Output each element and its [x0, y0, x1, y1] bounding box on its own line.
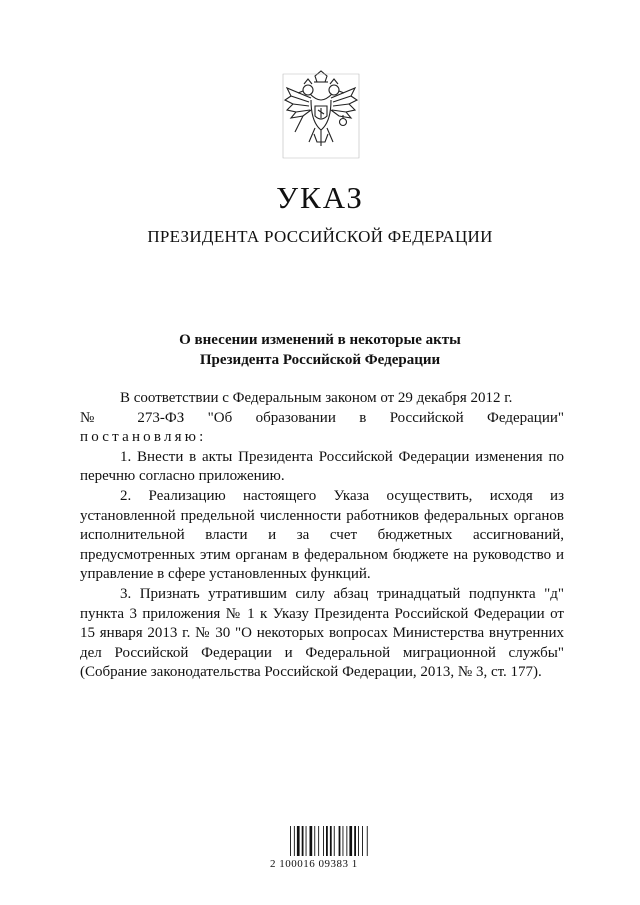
decree-body	[80, 389, 564, 683]
state-emblem-icon	[281, 70, 361, 162]
preamble-line-3: постановляю:	[80, 429, 207, 446]
barcode-number: 2 100016 09383 1	[270, 858, 358, 870]
item-3: 3. Признать утратившим силу абзац тринадцатый подпункта "д" пункта 3 приложения № 1 к Указу Президента Российской Федерации от 15 января 2013 г. № 30 "О некоторых вопросах Министерства внутренних дел Российской Федерации и Федеральной миграционной службы" (Собрание законодательства Российской Федерации, 2013, № 3, ст. 177).	[80, 585, 564, 681]
preamble-line-2: № 273-ФЗ "Об образовании в Российской Федерации"	[80, 409, 564, 426]
document-subtitle: ПРЕЗИДЕНТА РОССИЙСКОЙ ФЕДЕРАЦИИ	[147, 227, 493, 246]
item-1: 1. Внести в акты Президента Российской Федерации изменения по перечню согласно приложению.	[80, 448, 564, 485]
heading-line-2: Президента Российской Федерации	[199, 352, 441, 368]
heading-line-1: О внесении изменений в некоторые акты	[179, 332, 461, 348]
document-title: УКАЗ	[276, 180, 364, 215]
barcode-icon	[282, 820, 382, 860]
preamble-line-1: В соответствии с Федеральным законом от 29 декабря 2012 г.	[120, 390, 513, 406]
item-2: 2. Реализацию настоящего Указа осуществить, исходя из установленной предельной численности работников федеральных органов исполнительной власти и за счет бюджетных ассигнований, предусмотренных этим органам в федеральном бюджете на руководство и управление в сфере установленных функций.	[80, 487, 564, 583]
decree-heading	[0, 330, 640, 370]
